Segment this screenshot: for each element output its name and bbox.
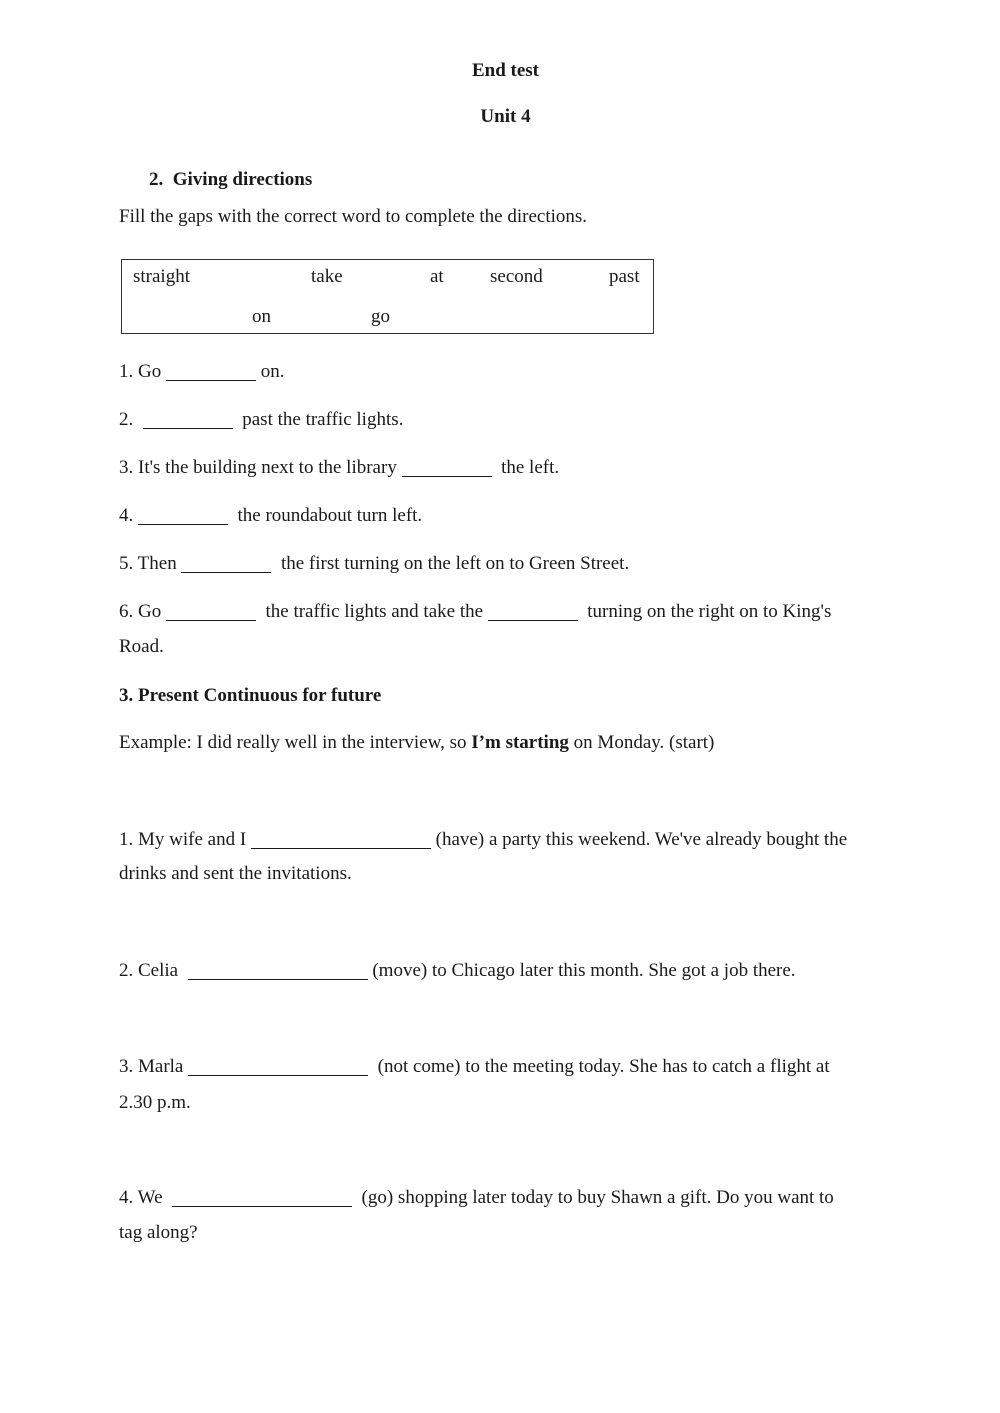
item-text: 2. (119, 409, 134, 430)
word-bank-item: straight (133, 266, 190, 287)
item-text: past the traffic lights. (242, 409, 404, 430)
question-1 (119, 829, 847, 851)
item-text: (go) shopping later today to buy Shawn a gift. Do you want to (361, 1187, 834, 1208)
item-text: 2. Celia (119, 960, 179, 981)
question-2 (119, 960, 796, 982)
item-text: 3. Marla (119, 1056, 184, 1077)
item-text: the roundabout turn left. (237, 505, 423, 526)
item-text: 5. Then (119, 553, 177, 574)
item-text: (not come) to the meeting today. She has to catch a flight at (377, 1056, 830, 1077)
word-bank (121, 259, 654, 334)
word-bank-item: second (490, 266, 543, 287)
question-3 (119, 1056, 830, 1078)
word-bank-item: take (311, 266, 343, 287)
item-text: 4. (119, 505, 134, 526)
item-text: turning on the right on to King's (587, 601, 832, 622)
answer-blank[interactable] (172, 1188, 352, 1207)
direction-item-1 (119, 361, 284, 383)
question-1-continued: drinks and sent the invitations. (119, 863, 352, 884)
answer-blank[interactable] (251, 830, 431, 849)
item-text: 6. Go (119, 601, 162, 622)
answer-blank[interactable] (181, 554, 271, 573)
answer-blank[interactable] (166, 362, 256, 381)
word-bank-item: on (252, 306, 271, 327)
section-2-title: Giving directions (172, 169, 313, 190)
answer-blank[interactable] (402, 458, 492, 477)
example-answer: I’m starting (471, 732, 569, 753)
answer-blank[interactable] (188, 1057, 368, 1076)
item-text: the traffic lights and take the (265, 601, 484, 622)
example-sentence (119, 732, 714, 754)
direction-item-4 (119, 505, 422, 527)
direction-item-6-continued: Road. (119, 636, 164, 657)
answer-blank[interactable] (166, 602, 256, 621)
item-text: 4. We (119, 1187, 163, 1208)
word-bank-item: at (430, 266, 444, 287)
question-3-continued: 2.30 p.m. (119, 1092, 191, 1113)
item-text: (have) a party this weekend. We've already bought the (435, 829, 848, 850)
item-text: 3. It's the building next to the library (119, 457, 397, 478)
item-text: on. (260, 361, 285, 382)
item-text: 1. My wife and I (119, 829, 247, 850)
direction-item-2 (119, 409, 403, 431)
item-text: the left. (501, 457, 560, 478)
item-text: the first turning on the left on to Green Street. (280, 553, 630, 574)
answer-blank[interactable] (138, 506, 228, 525)
section-2-instructions: Fill the gaps with the correct word to complete the directions. (119, 206, 588, 227)
section-3-heading: 3. Present Continuous for future (119, 685, 382, 706)
word-bank-item: go (371, 306, 390, 327)
item-text: 1. Go (119, 361, 162, 382)
unit-label: Unit 4 (480, 106, 531, 127)
section-2-number: 2. (149, 169, 164, 190)
section-2-heading (149, 169, 312, 191)
answer-blank[interactable] (488, 602, 578, 621)
example-text: Example: I did really well in the interview, so (119, 732, 467, 753)
direction-item-5 (119, 553, 629, 575)
item-text: (move) to Chicago later this month. She got a job there. (372, 960, 796, 981)
direction-item-3 (119, 457, 559, 479)
word-bank-item: past (609, 266, 640, 287)
direction-item-6 (119, 601, 831, 623)
answer-blank[interactable] (143, 410, 233, 429)
answer-blank[interactable] (188, 961, 368, 980)
example-text: on Monday. (start) (573, 732, 715, 753)
document-title: End test (471, 60, 540, 81)
question-4 (119, 1187, 834, 1209)
question-4-continued: tag along? (119, 1222, 198, 1243)
